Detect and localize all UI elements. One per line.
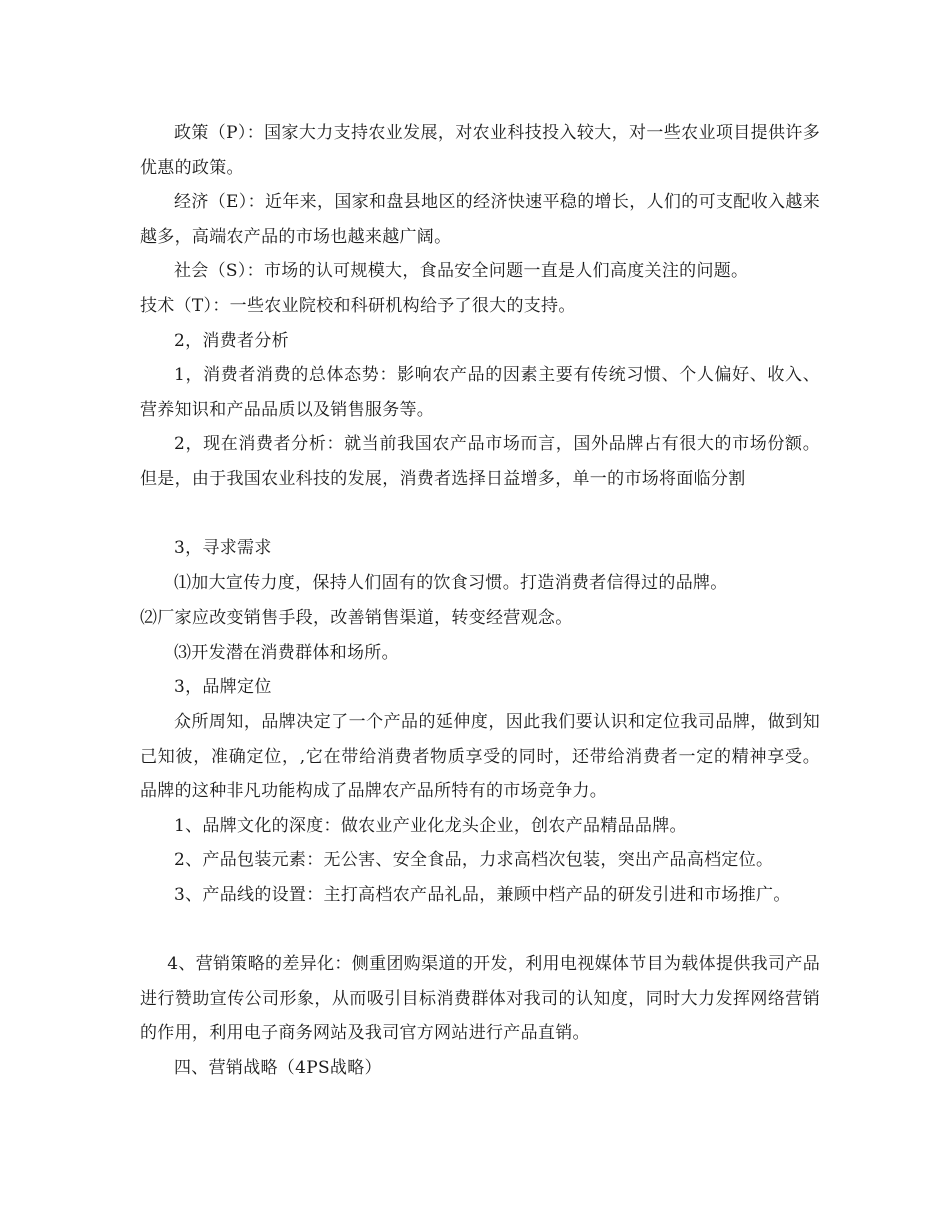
list-item-demand-2: ⑵厂家应改变销售手段，改善销售渠道，转变经营观念。: [140, 608, 573, 628]
list-item-product-line: 3、产品线的设置：主打高档农产品礼品，兼顾中档产品的研发引进和市场推广。: [174, 885, 791, 905]
list-item-brand-culture: 1、品牌文化的深度：做农业产业化龙头企业，创农产品精品品牌。: [174, 816, 687, 836]
paragraph-policy: 政策（P）：国家大力支持农业发展，对农业科技投入较大，对一些农业项目提供许多优惠的政策。: [140, 123, 820, 178]
paragraph-brand-intro: 众所周知，品牌决定了一个产品的延伸度，因此我们要认识和定位我司品牌，做到知己知彼，准确定位，,它在带给消费者物质享受的同时，还带给消费者一定的精神享受。品牌的这种非凡功能构成了品牌农产品所特有的市场竞争力。: [140, 712, 820, 802]
paragraph-economy: 经济（E）：近年来，国家和盘县地区的经济快速平稳的增长，人们的可支配收入越来越多，高端农产品的市场也越来越广阔。: [140, 192, 820, 247]
heading-marketing-strategy: 四、营销战略（4PS战略）: [174, 1058, 382, 1078]
paragraph-society: 社会（S）：市场的认可规模大，食品安全问题一直是人们高度关注的问题。: [174, 261, 749, 281]
list-item-packaging: 2、产品包装元素：无公害、安全食品，力求高档次包装，突出产品高档定位。: [174, 850, 774, 870]
list-item-demand-1: ⑴加大宣传力度，保持人们固有的饮食习惯。打造消费者信得过的品牌。: [174, 573, 728, 593]
heading-seek-demand: 3，寻求需求: [174, 538, 272, 558]
paragraph-consumer-trend: 1，消费者消费的总体态势：影响农产品的因素主要有传统习惯、个人偏好、收入、营养知识和产品品质以及销售服务等。: [140, 365, 820, 420]
heading-brand-positioning: 3，品牌定位: [174, 677, 272, 697]
list-item-demand-3: ⑶开发潜在消费群体和场所。: [174, 643, 399, 663]
paragraph-technology: 技术（T）：一些农业院校和科研机构给予了很大的支持。: [140, 296, 576, 316]
paragraph-current-consumer: 2，现在消费者分析：就当前我国农产品市场而言，国外品牌占有很大的市场份额。但是，由于我国农业科技的发展，消费者选择日益增多，单一的市场将面临分割: [140, 434, 820, 489]
heading-consumer-analysis: 2，消费者分析: [174, 331, 289, 351]
list-item-marketing-differentiation: 4、营销策略的差异化：侧重团购渠道的开发，利用电视媒体节目为载体提供我司产品进行赞助宣传公司形象，从而吸引目标消费群体对我司的认知度，同时大力发挥网络营销的作用，利用电子商务网站及我司官方网站进行产品直销。: [140, 954, 820, 1044]
